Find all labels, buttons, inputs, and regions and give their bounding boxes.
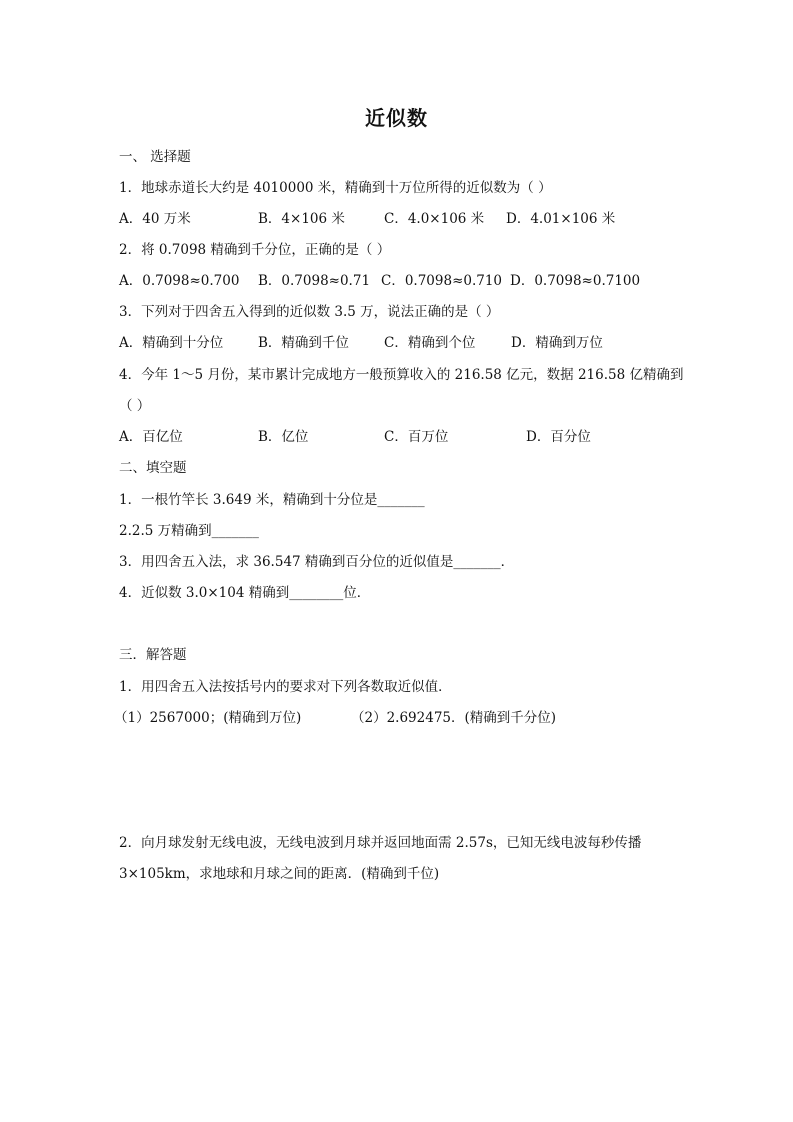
option-b: B．0.7098≈0.71 [258,273,371,289]
option-d: D．0.7098≈0.7100 [510,273,641,289]
option-a: A．精确到十分位 [119,335,224,351]
question-stem: 4．今年 1～5 月份，某市累计完成地方一般预算收入的 216.58 亿元，数据 216.58 亿精确到 [119,367,684,383]
question-stem-continuation: （ ） [119,398,151,414]
section-heading-answer: 三．解答题 [119,647,187,663]
option-b: B．4×106 米 [258,211,345,227]
option-d: D．百分位 [526,429,591,445]
option-b: B．精确到千位 [258,335,349,351]
fill-item: 4．近似数 3.0×104 精确到________位． [119,585,371,601]
fill-item: 1．一根竹竿长 3.649 米，精确到十分位是_______ [119,492,425,508]
option-b: B．亿位 [258,429,309,445]
subquestion-2: （2）2.692475．(精确到千分位) [351,710,557,726]
page-title: 近似数 [365,106,428,130]
option-a: A．0.7098≈0.700 [119,273,240,289]
question-stem: 1．用四舍五入法按括号内的要求对下列各数取近似值． [119,679,452,695]
subquestion-1: （1）2567000；(精确到万位) [114,710,302,726]
question-stem: 2．向月球发射无线电波，无线电波到月球并返回地面需 2.57s，已知无线电波每秒传播 [119,835,642,851]
section-heading-fill: 二、填空题 [119,460,187,476]
option-c: C．百万位 [384,429,449,445]
option-c: C．0.7098≈0.710 [381,273,503,289]
fill-item: 3．用四舍五入法，求 36.547 精确到百分位的近似值是_______． [119,554,515,570]
question-stem: 1．地球赤道长大约是 4010000 米，精确到十万位所得的近似数为（ ） [119,180,552,196]
section-heading-choice: 一、 选择题 [119,149,191,165]
option-c: C．4.0×106 米 [384,211,485,227]
option-a: A．百亿位 [119,429,183,445]
fill-item: 2.2.5 万精确到_______ [119,523,259,539]
question-stem-continuation: 3×105km，求地球和月球之间的距离．(精确到千位) [119,866,440,882]
option-a: A．40 万米 [119,211,191,227]
option-c: C．精确到个位 [384,335,476,351]
option-d: D．4.01×106 米 [506,211,616,227]
question-stem: 3．下列对于四舍五入得到的近似数 3.5 万，说法正确的是（ ） [119,304,500,320]
question-stem: 2．将 0.7098 精确到千分位，正确的是（ ） [119,242,391,258]
option-d: D．精确到万位 [511,335,603,351]
